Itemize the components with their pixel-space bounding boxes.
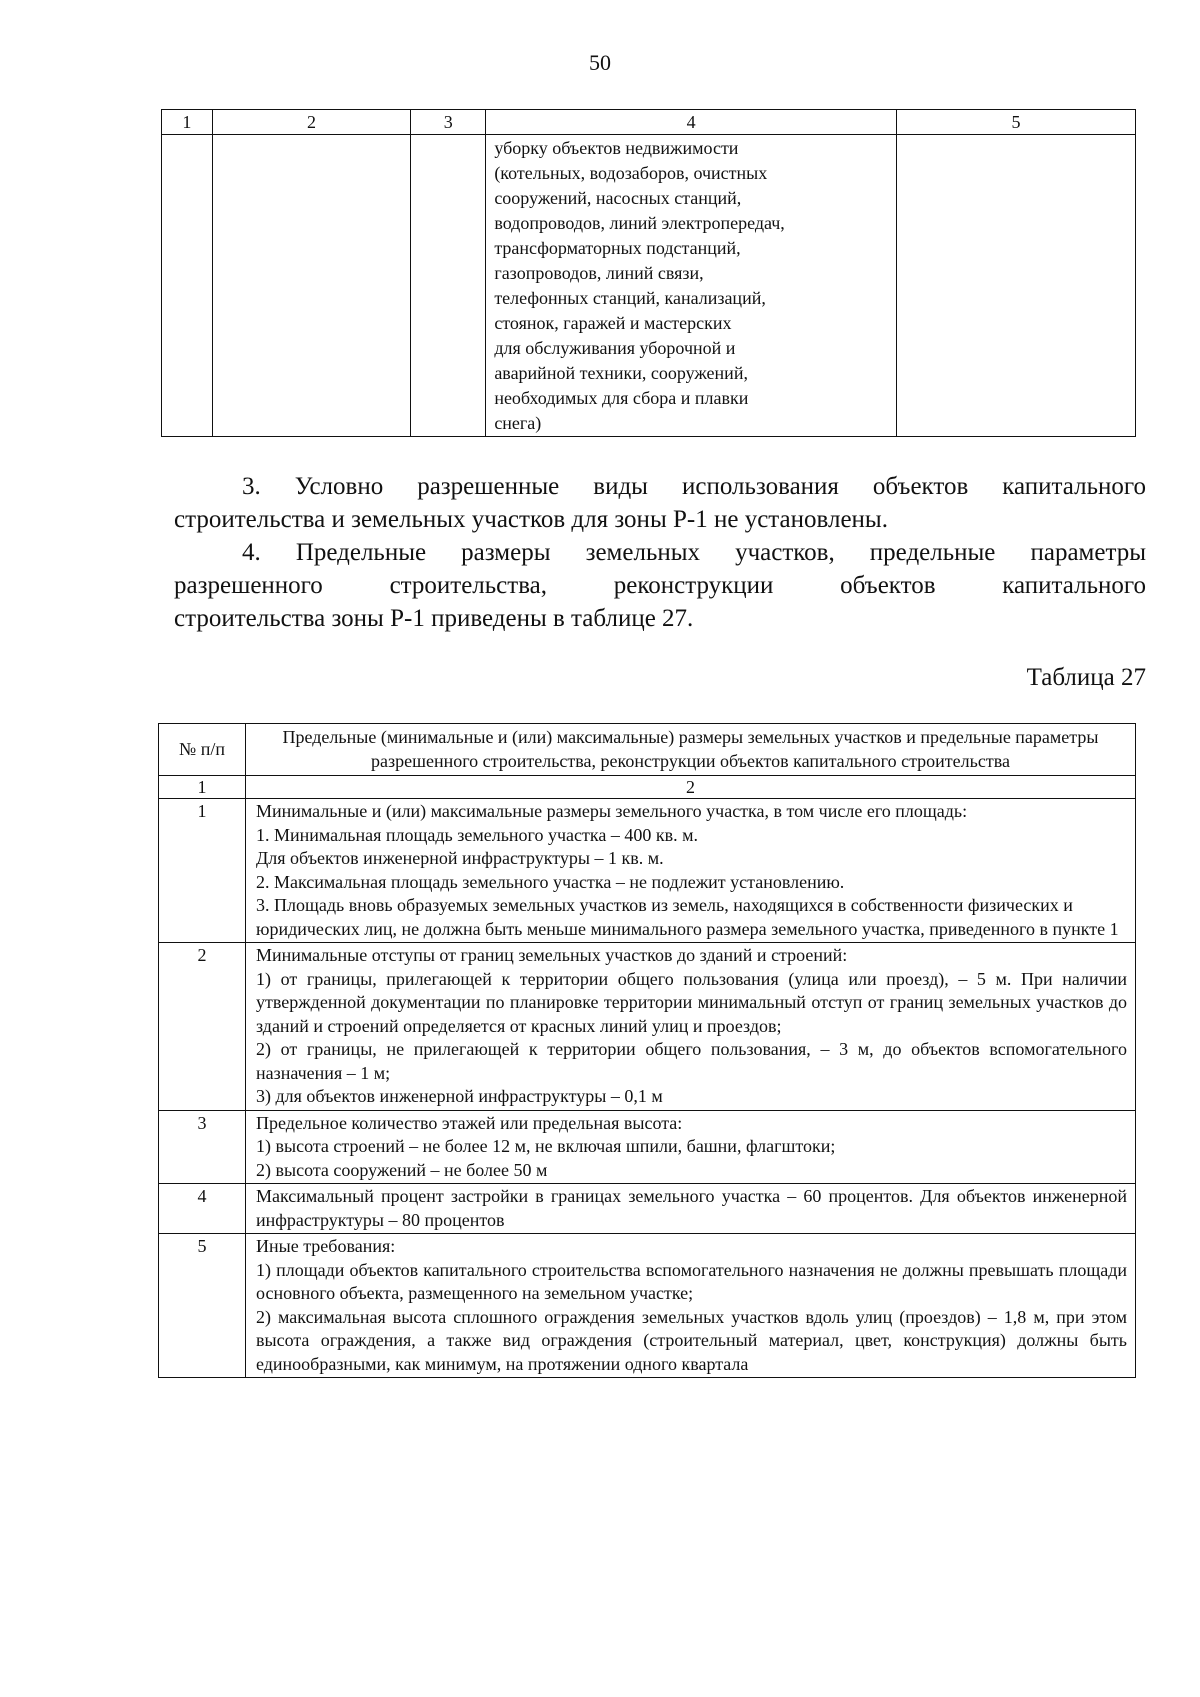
index-col-2: 2: [246, 776, 1136, 799]
page-number: 50: [589, 50, 611, 75]
row-line: Иные требования:: [256, 1236, 396, 1256]
cell-col-2: [212, 135, 410, 437]
text-line: водопроводов, линий электропередач,: [494, 213, 785, 233]
text-line: стоянок, гаражей и мастерских: [494, 313, 732, 333]
text-line: уборку объектов недвижимости: [494, 138, 739, 158]
header-col-2: 2: [212, 110, 410, 135]
row-line: 1) от границы, прилегающей к территории общего пользования (улица или проезд), – 5 м. При наличии утвержденной документации по планировке территории минимальный отступ от границ земельных участков до зданий и строений определяется от красных линий улиц и проездов;: [256, 968, 1127, 1036]
table-row: [159, 1234, 1136, 1378]
row-line: 1) высота строений – не более 12 м, не включая шпили, башни, флагштоки;: [256, 1136, 836, 1156]
text-line: сооружений, насосных станций,: [494, 188, 742, 208]
index-col-1: 1: [159, 776, 246, 799]
row-line: 2) максимальная высота сплошного ограждения земельных участков вдоль улиц (проездов) – 1,8 м, при этом высота ограждения, а также вид ограждения (строительный материал, цвет, конструкция) должны быть единообразными, как минимум, на протяжении одного квартала: [256, 1306, 1127, 1374]
row-content: [246, 1234, 1136, 1378]
paragraph-4: [174, 536, 1146, 635]
row-line: 2) от границы, не прилегающей к территории общего пользования, – 3 м, до объектов вспомогательного назначения – 1 м;: [256, 1039, 1127, 1083]
continuation-table-header: [162, 110, 1136, 135]
row-line: Минимальные и (или) максимальные размеры земельного участка, в том числе его площадь:: [256, 801, 968, 821]
paragraph-3-line-2: строительства и земельных участков для зоны Р-1 не установлены.: [174, 506, 888, 533]
table-row: [159, 943, 1136, 1111]
paragraph-4-line-1: 4. Предельные размеры земельных участков, предельные параметры: [242, 539, 1146, 566]
row-number: 3: [159, 1110, 246, 1184]
row-line: Максимальный процент застройки в границах земельного участка – 60 процентов. Для объектов инженерной инфраструктуры – 80 процентов: [256, 1186, 1127, 1230]
text-line: необходимых для сбора и плавки: [494, 388, 749, 408]
text-line: для обслуживания уборочной и: [494, 338, 736, 358]
row-line: 2. Максимальная площадь земельного участка – не подлежит установлению.: [256, 871, 845, 892]
row-line: 1. Минимальная площадь земельного участка – 400 кв. м.: [256, 824, 698, 845]
row-line: Минимальные отступы от границ земельных участков до зданий и строений:: [256, 945, 848, 965]
cell-col-1: [162, 135, 213, 437]
cell-col-3: [411, 135, 486, 437]
row-line: Предельное количество этажей или предельная высота:: [256, 1112, 683, 1133]
paragraph-3: [174, 470, 1146, 536]
row-line: 3. Площадь вновь образуемых земельных участков из земель, находящихся в собственности физических и юридических лиц, не должна быть меньше минимального размера земельного участка, приведенного в пункте 1: [256, 895, 1119, 939]
text-line: снега): [494, 413, 542, 433]
paragraph-4-line-3: строительства зоны Р-1 приведены в таблице 27.: [174, 605, 694, 632]
row-line: 2) высота сооружений – не более 50 м: [256, 1159, 548, 1180]
row-content: [246, 1110, 1136, 1184]
row-content: [246, 1184, 1136, 1234]
text-line: телефонных станций, канализаций,: [494, 288, 766, 308]
table-caption: Таблица 27: [1026, 664, 1146, 691]
paragraph-3-line-1: 3. Условно разрешенные виды использования объектов капитального: [242, 473, 1146, 500]
row-number: 1: [159, 799, 246, 943]
row-line: Для объектов инженерной инфраструктуры – 1 кв. м.: [256, 848, 664, 868]
row-number: 2: [159, 943, 246, 1111]
header-col-4: 4: [486, 110, 897, 135]
continuation-row: [162, 135, 1136, 437]
header-title-cell: Предельные (минимальные и (или) максимальные) размеры земельных участков и предельные параметры разрешенного строительства, реконструкции объектов капитального строительства: [246, 724, 1136, 776]
row-content: [246, 799, 1136, 943]
header-number-cell: № п/п: [159, 724, 246, 776]
text-line: (котельных, водозаборов, очистных: [494, 163, 768, 183]
cell-col-4-text: [486, 135, 897, 437]
table-27: [158, 723, 1136, 1378]
row-number: 5: [159, 1234, 246, 1378]
table-row: [159, 799, 1136, 943]
text-line: аварийной техники, сооружений,: [494, 363, 748, 383]
header-col-1: 1: [162, 110, 213, 135]
table-header-row: [159, 724, 1136, 776]
row-number: 4: [159, 1184, 246, 1234]
continuation-table: [161, 109, 1136, 437]
table-row: [159, 1110, 1136, 1184]
row-line: 1) площади объектов капитального строительства вспомогательного назначения не должны превышать площади основного объекта, размещенного на земельном участке;: [256, 1259, 1127, 1303]
header-col-5: 5: [897, 110, 1136, 135]
paragraph-4-line-2: разрешенного строительства, реконструкции объектов капитального: [174, 572, 1146, 599]
row-line: 3) для объектов инженерной инфраструктуры – 0,1 м: [256, 1086, 663, 1106]
header-col-3: 3: [411, 110, 486, 135]
cell-col-5: [897, 135, 1136, 437]
row-content: [246, 943, 1136, 1111]
text-line: трансформаторных подстанций,: [494, 238, 741, 258]
table-row: [159, 1184, 1136, 1234]
text-line: газопроводов, линий связи,: [494, 263, 704, 283]
table-index-row: [159, 776, 1136, 799]
